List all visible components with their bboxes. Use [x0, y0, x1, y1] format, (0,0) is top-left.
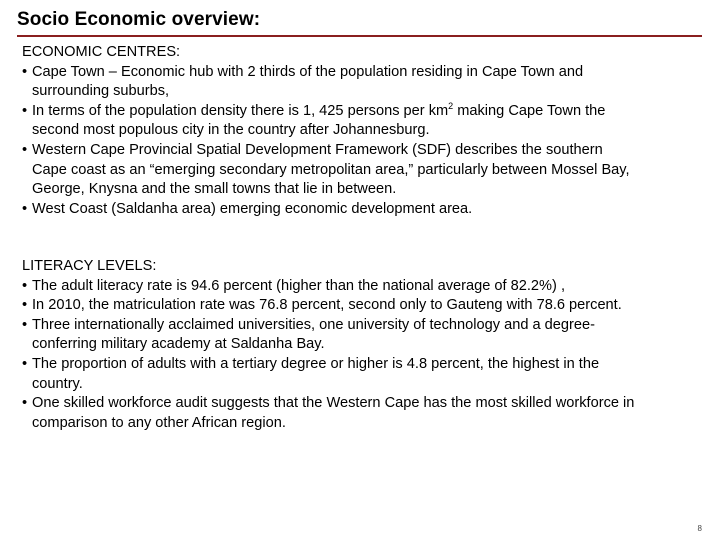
text-line: Western Cape Provincial Spatial Development Framework (SDF) describes the southern	[32, 141, 603, 158]
bullet: •	[22, 355, 28, 372]
list-item	[22, 141, 712, 200]
text-line: Cape coast as an “emerging secondary metropolitan area,” particularly between Mossel Bay,	[32, 161, 630, 178]
item-text	[32, 141, 712, 200]
text-line: George, Knysna and the small towns that lie in between.	[32, 181, 397, 198]
list-item	[22, 102, 712, 141]
bullet: •	[22, 141, 28, 158]
item-text	[32, 316, 712, 355]
list-item	[22, 355, 712, 394]
literacy-levels-section	[22, 257, 712, 433]
title-underline	[17, 35, 702, 37]
list-item	[22, 296, 712, 316]
text-line: Three internationally acclaimed universities, one university of technology and a degree-	[32, 316, 595, 333]
list-item	[22, 316, 712, 355]
bullet: •	[22, 102, 28, 119]
item-text	[32, 102, 712, 141]
text-line: surrounding suburbs,	[32, 83, 170, 100]
superscript: 2	[448, 100, 454, 111]
list-item	[22, 277, 712, 297]
text-line: Cape Town – Economic hub with 2 thirds of the population residing in Cape Town and	[32, 63, 584, 80]
item-text	[32, 394, 712, 433]
bullet: •	[22, 297, 28, 314]
economic-centres-section	[22, 43, 712, 219]
list-item	[22, 394, 712, 433]
item-text	[32, 63, 712, 102]
text-line: One skilled workforce audit suggests that the Western Cape has the most skilled workforce in	[32, 395, 635, 412]
text-line: The adult literacy rate is 94.6 percent (higher than the national average of 82.2%) ,	[32, 277, 565, 294]
item-text	[32, 296, 712, 316]
list-item	[22, 200, 712, 220]
bullet: •	[22, 395, 28, 412]
bullet: •	[22, 63, 28, 80]
text-line: comparison to any other African region.	[32, 414, 286, 431]
economic-centres-heading: ECONOMIC CENTRES:	[22, 44, 181, 60]
text-segment: making Cape Town the	[453, 102, 606, 119]
literacy-levels-heading: LITERACY LEVELS:	[22, 258, 157, 274]
text-line: second most populous city in the country after Johannesburg.	[32, 122, 430, 139]
text-segment: In terms of the population density there is 1, 425 persons per km	[32, 102, 449, 119]
text-line: The proportion of adults with a tertiary degree or higher is 4.8 percent, the highest in the	[32, 355, 600, 372]
item-text	[32, 355, 712, 394]
text-line: West Coast (Saldanha area) emerging economic development area.	[32, 200, 473, 217]
bullet: •	[22, 277, 28, 294]
item-text	[32, 277, 712, 297]
bullet: •	[22, 316, 28, 333]
page-number: 8	[697, 524, 702, 533]
list-item	[22, 63, 712, 102]
text-line	[32, 102, 712, 122]
item-text	[32, 200, 712, 220]
text-line: country.	[32, 375, 83, 392]
text-line: In 2010, the matriculation rate was 76.8 percent, second only to Gauteng with 78.6 percent.	[32, 297, 622, 314]
text-line: conferring military academy at Saldanha Bay.	[32, 336, 325, 353]
bullet: •	[22, 200, 28, 217]
slide-title: Socio Economic overview:	[17, 9, 261, 30]
